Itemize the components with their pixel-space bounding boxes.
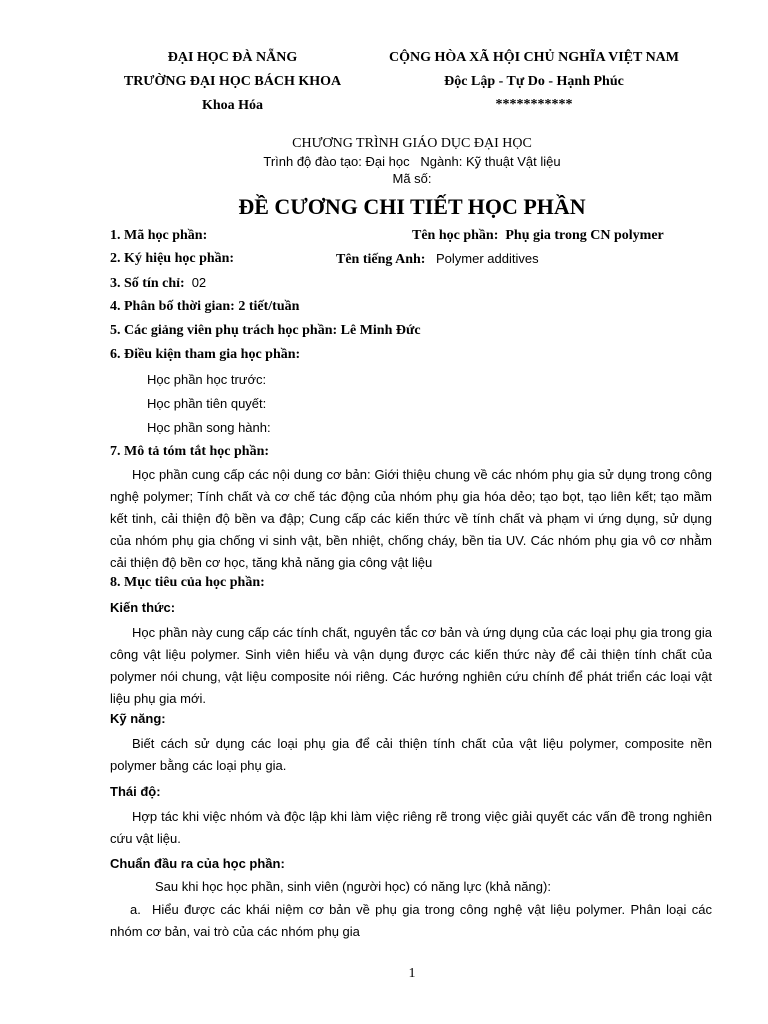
- english-name-value: Polymer additives: [435, 251, 539, 266]
- document-title: ĐỀ CƯƠNG CHI TIẾT HỌC PHẦN: [238, 194, 586, 219]
- course-symbol-label: 2. Ký hiệu học phần:: [110, 251, 235, 266]
- objectives-heading: 8. Mục tiêu của học phần:: [110, 575, 265, 590]
- program-level-line: [0, 154, 768, 169]
- skills-text: Biết cách sử dụng các loại phụ gia để cải thiện tính chất của vật liệu polymer, composite nền polymer bằng các loại phụ gia.: [110, 736, 712, 773]
- outcomes-heading: Chuẩn đầu ra của học phần:: [110, 856, 285, 871]
- university-name: ĐẠI HỌC ĐÀ NẴNG: [167, 50, 298, 65]
- motto-divider: ***********: [495, 97, 573, 112]
- english-name-label: Tên tiếng Anh:: [336, 252, 426, 267]
- summary-text: Học phần cung cấp các nội dung cơ bản: Giới thiệu chung về các nhóm phụ gia sử dụng trong công nghệ polymer; Tính chất và cơ chế tác động của nhóm phụ gia hóa dẻo; tạo bọt, tạo liên kết; tạo mầm kết tinh, cải thiện độ bền va đập; Cung cấp các kiến thức về tính chất và phạm vi ứng dụng, sử dụng của nhóm phụ gia chống vi sinh vật, bền nhiệt, chống cháy, bền tia UV. Các nhóm phụ gia vô cơ nhằm cải thiện độ bền cơ học, tăng khả năng gia công vật liệu: [110, 467, 712, 570]
- course-name-line: [412, 228, 664, 244]
- lecturers: 5. Các giảng viên phụ trách học phần: Lê Minh Đức: [110, 323, 421, 338]
- course-name-label: Tên học phần:: [412, 228, 499, 243]
- knowledge-text: Học phần này cung cấp các tính chất, nguyên tắc cơ bản và ứng dụng của các loại phụ gia trong gia công vật liệu polymer. Sinh viên hiểu và vận dụng được các kiến thức này để cải thiện tính chất của polymer nói chung, vật liệu composite nói riêng. Các hướng nghiên cứu chính để phát triển các loại vật liệu phụ gia mới.: [110, 625, 712, 706]
- outcomes-intro: Sau khi học học phần, sinh viên (người học) có năng lực (khả năng):: [155, 879, 551, 894]
- course-code-label: 1. Mã học phần:: [110, 228, 208, 243]
- page-number: 1: [408, 966, 416, 981]
- program-major: Ngành: Kỹ thuật Vật liệu: [420, 154, 561, 169]
- credits-label: 3. Số tín chỉ:: [110, 276, 185, 291]
- attitude-text: Hợp tác khi việc nhóm và độc lập khi làm việc riêng rẽ trong việc giải quyết các vấn đề trong nghiên cứu vật liệu.: [110, 809, 712, 846]
- skills-heading: Kỹ năng:: [110, 711, 166, 726]
- parallel-course: Học phần song hành:: [147, 420, 271, 435]
- summary-heading: 7. Mô tả tóm tắt học phần:: [110, 444, 270, 459]
- english-name-line: [336, 251, 539, 268]
- attitude-heading: Thái độ:: [110, 784, 161, 799]
- school-name: TRƯỜNG ĐẠI HỌC BÁCH KHOA: [123, 74, 342, 89]
- country-title: CỘNG HÒA XÃ HỘI CHỦ NGHĨA VIỆT NAM: [388, 50, 679, 65]
- faculty-name: Khoa Hóa: [201, 98, 264, 113]
- program-code: Mã số:: [392, 171, 432, 186]
- conditions-heading: 6. Điều kiện tham gia học phần:: [110, 347, 301, 362]
- course-name-value: Phụ gia trong CN polymer: [505, 228, 664, 243]
- outcome-a: [110, 899, 712, 943]
- prerequisite-course: Học phần tiên quyết:: [147, 396, 267, 411]
- credits-value: 02: [191, 275, 207, 290]
- motto: Độc Lập - Tự Do - Hạnh Phúc: [444, 74, 624, 89]
- credits-line: [110, 275, 206, 292]
- outcome-a-text: Hiểu được các khái niệm cơ bản về phụ gia trong công nghệ vật liệu polymer. Phân loại các nhóm cơ bản, vai trò của các nhóm phụ gia: [110, 902, 712, 939]
- program-title: CHƯƠNG TRÌNH GIÁO DỤC ĐẠI HỌC: [292, 136, 532, 151]
- outcome-a-marker: a.: [130, 902, 141, 917]
- knowledge-heading: Kiến thức:: [110, 600, 176, 615]
- previous-course: Học phần học trước:: [147, 372, 267, 387]
- program-level: Trình độ đào tạo: Đại học: [263, 154, 410, 169]
- time-allocation: 4. Phân bố thời gian: 2 tiết/tuần: [110, 299, 300, 314]
